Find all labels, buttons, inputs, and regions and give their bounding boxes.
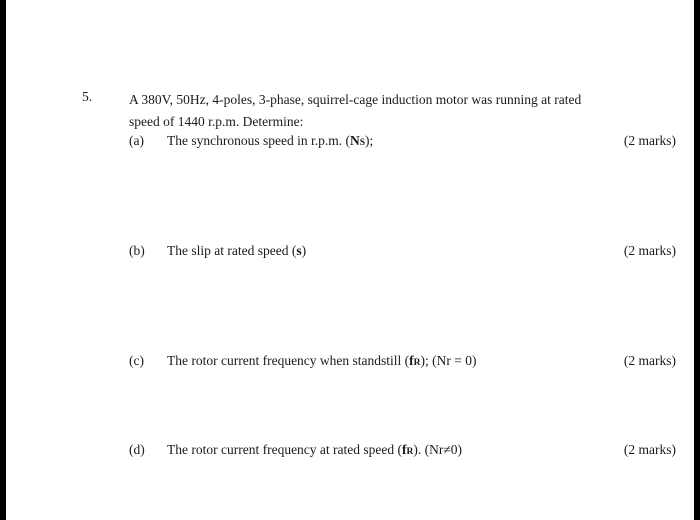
marks-label: (2 marks) — [623, 243, 676, 258]
question-number: 5. — [82, 89, 93, 104]
symbol-main: N — [349, 133, 360, 148]
document-page — [6, 0, 694, 520]
part-b — [6, 243, 694, 263]
part-label: (a) — [129, 133, 144, 148]
marks-label: (2 marks) — [623, 442, 676, 457]
part-c — [6, 353, 694, 373]
marks-label: (2 marks) — [623, 353, 676, 368]
symbol-main: s — [296, 243, 302, 258]
symbol-sub: R — [413, 358, 421, 368]
part-label: (d) — [129, 442, 145, 457]
part-text: The slip at rated speed (s) — [167, 243, 307, 258]
symbol-sub: S — [359, 138, 366, 148]
symbol-sub: R — [406, 447, 414, 457]
part-text: The rotor current frequency when standstill (fR); (Nr = 0) — [167, 353, 477, 368]
question-stem: A 380V, 50Hz, 4-poles, 3-phase, squirrel-cage induction motor was running at rated speed of 1440 r.p.m. Determine: — [129, 92, 582, 129]
part-a — [6, 133, 694, 153]
part-label: (c) — [129, 353, 144, 368]
part-text: The rotor current frequency at rated speed (fR). (Nr≠0) — [167, 442, 463, 457]
part-text: The synchronous speed in r.p.m. (NS); — [167, 133, 374, 148]
part-label: (b) — [129, 243, 145, 258]
part-d — [6, 442, 694, 462]
symbol-main: f — [409, 353, 414, 368]
symbol-main: f — [402, 442, 407, 457]
marks-label: (2 marks) — [623, 133, 676, 148]
